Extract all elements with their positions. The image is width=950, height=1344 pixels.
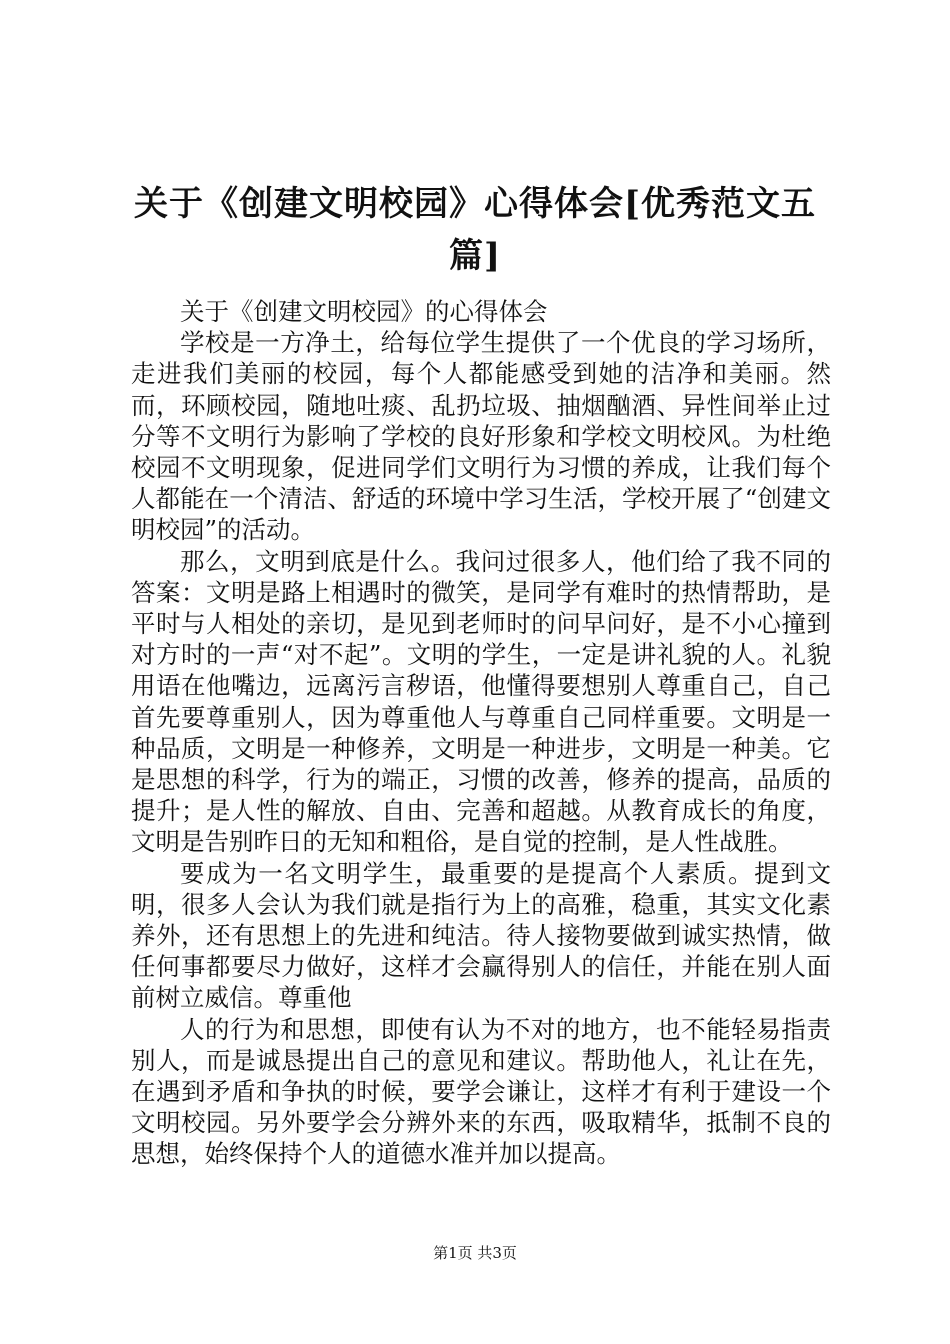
paragraph-subtitle: 关于《创建文明校园》的心得体会 bbox=[180, 297, 548, 326]
paragraph: 要成为一名文明学生，最重要的是提高个人素质。提到文明，很多人会认为我们就是指行为上的高雅，稳重，其实文化素养外，还有思想上的先进和纯洁。待人接物要做到诚实热情，做任何事都要尽力做好，这样才会赢得别人的信任，并能在别人面前树立威信。尊重他 bbox=[131, 858, 831, 1013]
document-body bbox=[131, 296, 831, 1170]
document-title: 关于《创建文明校园》心得体会[优秀范文五篇] bbox=[133, 184, 817, 276]
paragraph: 人的行为和思想，即使有认为不对的地方，也不能轻易指责别人，而是诚恳提出自己的意见和建议。帮助他人，礼让在先，在遇到矛盾和争执的时候，要学会谦让，这样才有利于建设一个文明校园。另外要学会分辨外来的东西，吸取精华，抵制不良的思想，始终保持个人的道德水准并加以提高。 bbox=[131, 1014, 831, 1169]
paragraph: 学校是一方净土，给每位学生提供了一个优良的学习场所，走进我们美丽的校园，每个人都能感受到她的洁净和美丽。然而，环顾校园，随地吐痰、乱扔垃圾、抽烟酗酒、异性间举止过分等不文明行为影响了学校的良好形象和学校文明校风。为杜绝校园不文明现象，促进同学们文明行为习惯的养成，让我们每个人都能在一个清洁、舒适的环境中学习生活，学校开展了“创建文明校园”的活动。 bbox=[131, 328, 831, 545]
page-number-footer: 第1页 共3页 bbox=[433, 1244, 517, 1262]
paragraph: 那么，文明到底是什么。我问过很多人，他们给了我不同的答案：文明是路上相遇时的微笑，是同学有难时的热情帮助，是平时与人相处的亲切，是见到老师时的问早问好，是不小心撞到对方时的一声“对不起”。文明的学生，一定是讲礼貌的人。礼貌用语在他嘴边，远离污言秽语，他懂得要想别人尊重自己，自己首先要尊重别人，因为尊重他人与尊重自己同样重要。文明是一种品质，文明是一种修养，文明是一种进步，文明是一种美。它是思想的科学，行为的端正，习惯的改善，修养的提高，品质的提升；是人性的解放、自由、完善和超越。从教育成长的角度，文明是告别昨日的无知和粗俗，是自觉的控制，是人性战胜。 bbox=[131, 546, 831, 857]
